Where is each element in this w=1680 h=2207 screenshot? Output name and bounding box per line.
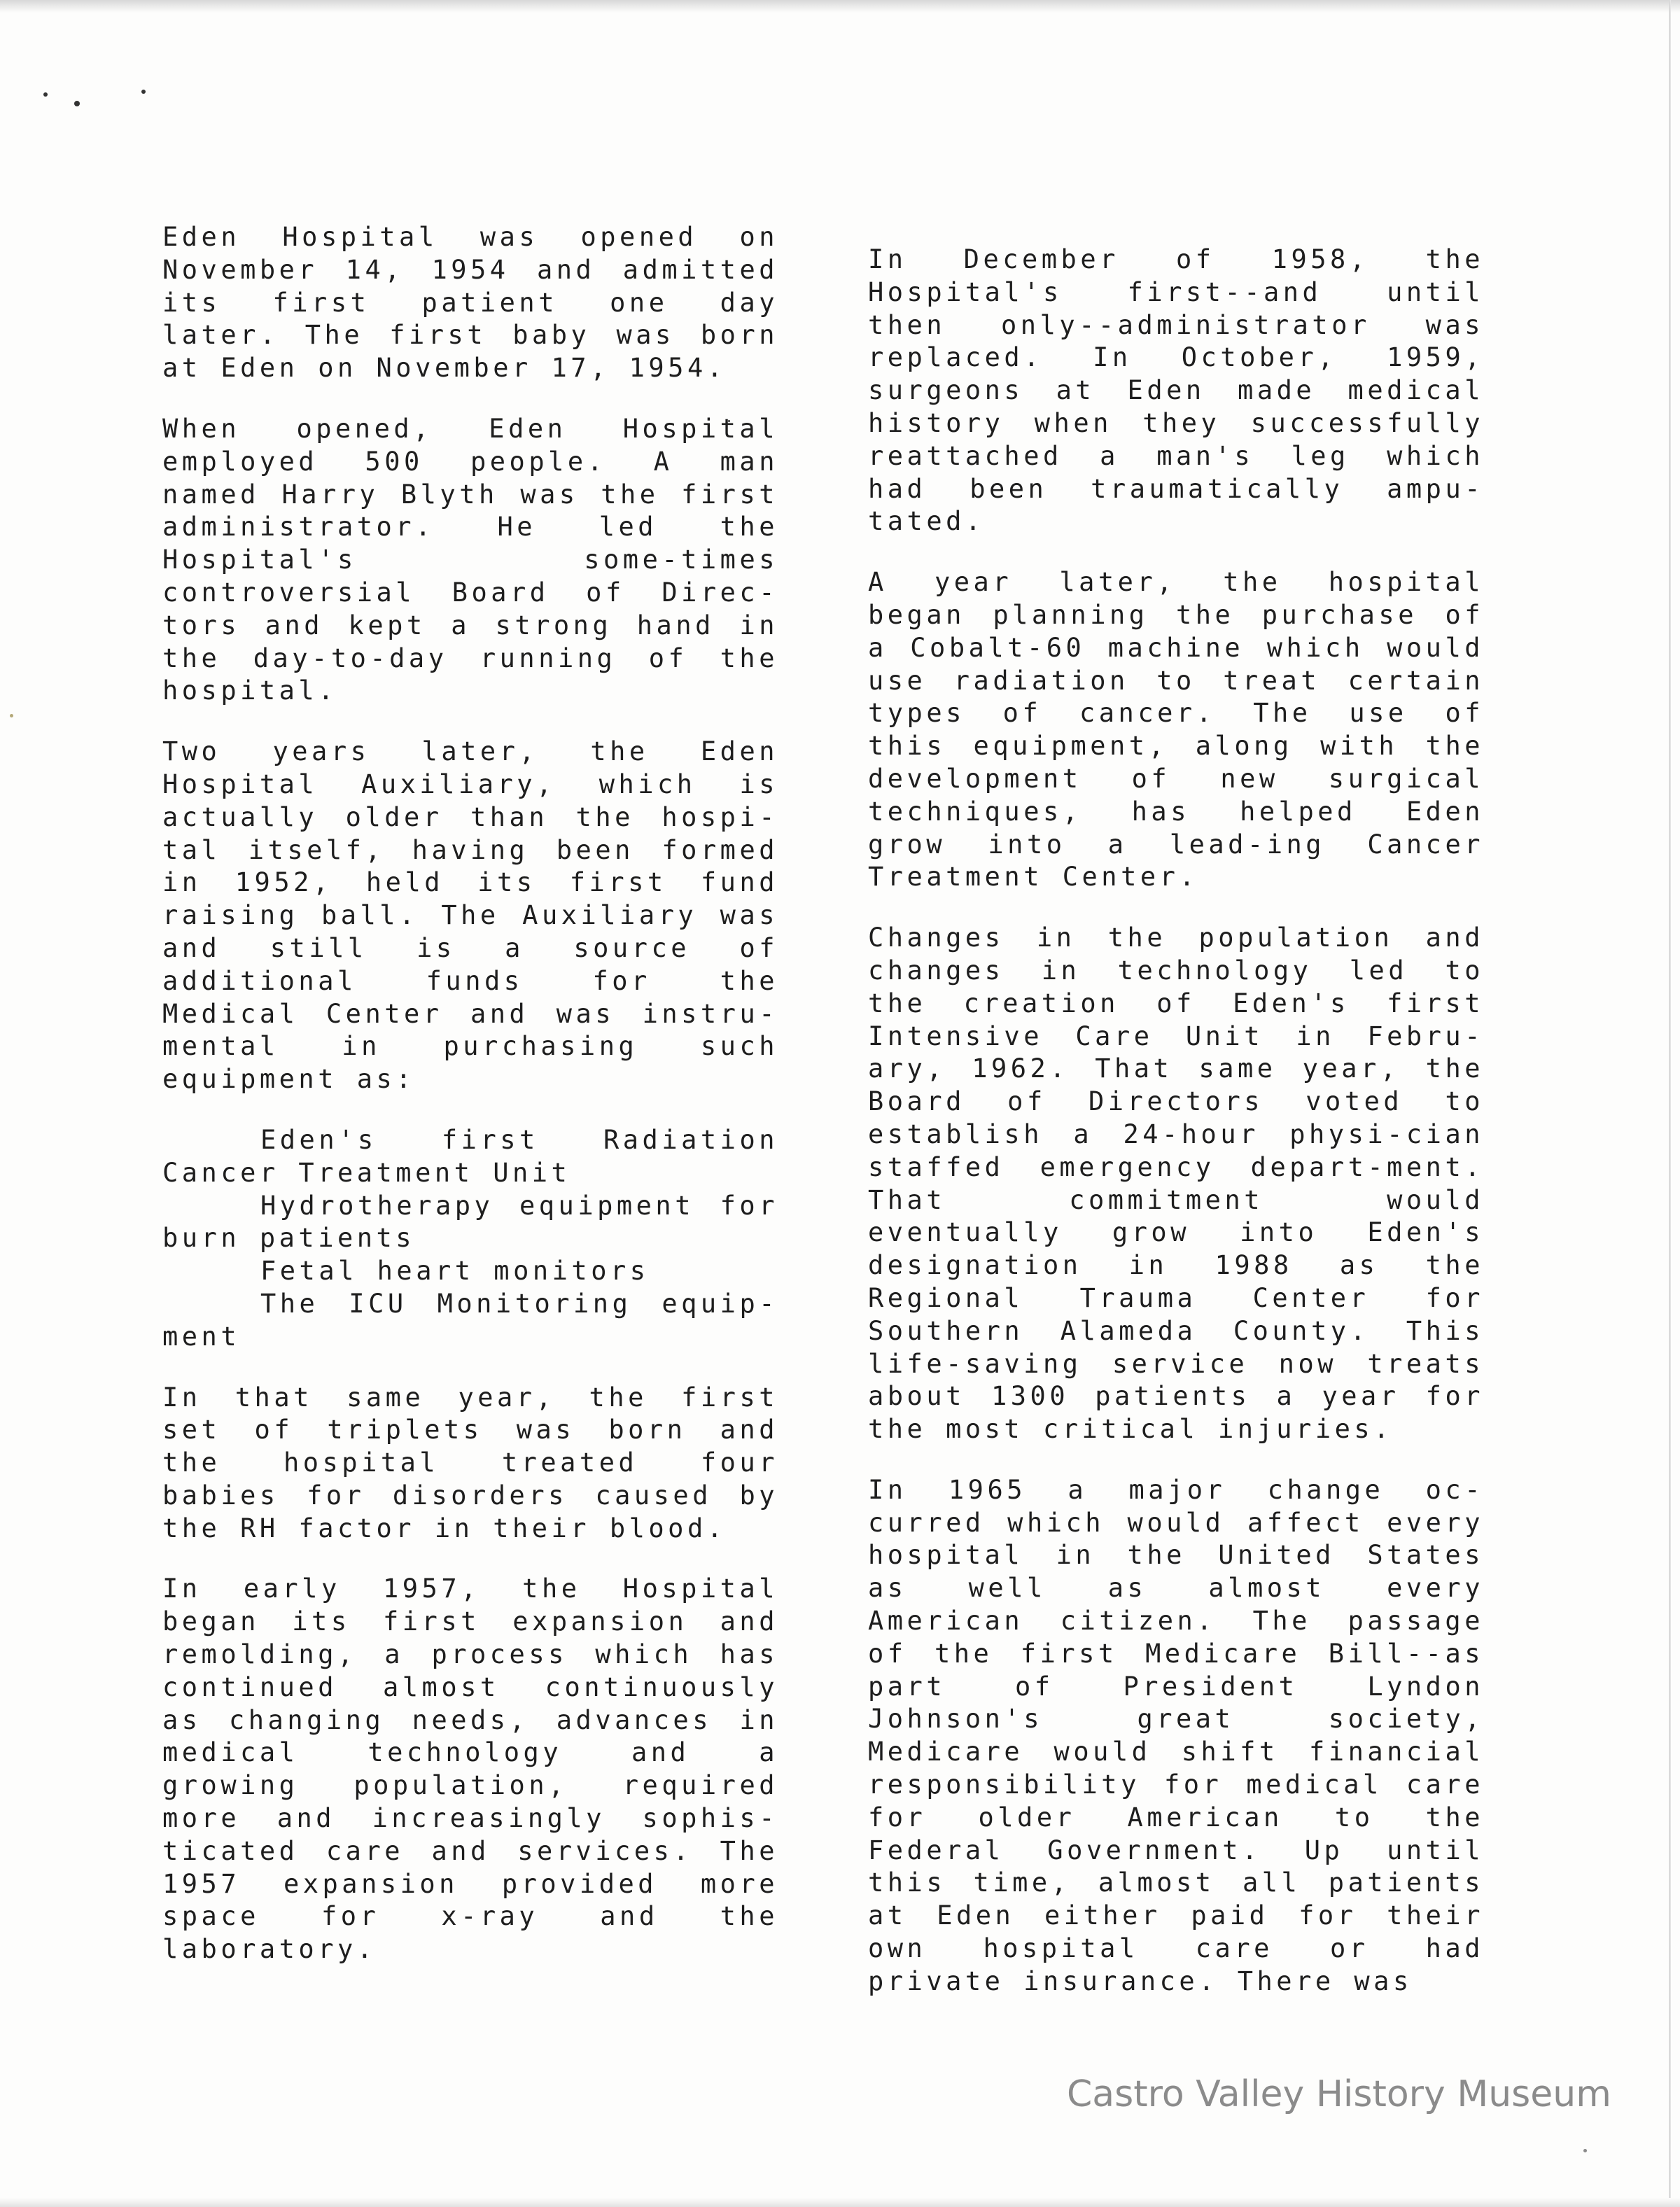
- paragraph-1958-1959: In December of 1958, the Hospital's first--and until then only--administrator was replaced. In October, 1959, surgeons at Eden made medical history when they successfully reattached a man's leg which had been traumatically ampu-tated.: [868, 244, 1484, 537]
- scan-speck: [1583, 2149, 1587, 2152]
- list-item: Fetal heart monitors: [260, 1256, 650, 1287]
- museum-watermark: Castro Valley History Museum: [1067, 2073, 1611, 2115]
- paragraph-intensive-care: Changes in the population and changes in technology led to the creation of Eden's first Intensive Care Unit in Febru-ary, 1962. That same year, the Board of Directors voted to establish a 24-hour physi-cian staffed emergency depart-ment. That commitment would eventually grow into Eden's designation in 1988 as the Regional Trauma Center for Southern Alameda County. This life-saving service now treats about 1300 patients a year for the most critical injuries.: [868, 923, 1484, 1445]
- paragraph-triplets: In that same year, the first set of triplets was born and the hospital treated four babies for disorders caused by the RH factor in their blood.: [162, 1382, 778, 1543]
- equipment-list: [162, 1124, 778, 1354]
- scan-speck: [74, 101, 80, 106]
- scan-speck: [10, 714, 13, 717]
- scan-speck: [141, 90, 146, 94]
- list-item: The ICU Monitoring equip-ment: [162, 1288, 778, 1352]
- paragraph-first-administrator: When opened, Eden Hospital employed 500 people. A man named Harry Blyth was the first administrator. He led the Hospital's some-times controversial Board of Direc-tors and kept a strong hand in the day-to-day running of the hospital.: [162, 413, 778, 706]
- list-item: Eden's first Radiation Cancer Treatment Unit: [162, 1124, 778, 1188]
- paragraph-1957-expansion: In early 1957, the Hospital began its first expansion and remolding, a process which has continued almost continuously as changing needs, advances in medical technology and a growing population, required more and increasingly sophis-ticated care and services. The 1957 expansion provided more space for x-ray and the laboratory.: [162, 1574, 778, 1965]
- paragraph-medicare: In 1965 a major change oc-curred which would affect every hospital in the United States as well as almost every American citizen. The passage of the first Medicare Bill--as part of President Lyndon Johnson's great society, Medicare would shift financial responsibility for medical care for older American to the Federal Government. Up until this time, almost all patients at Eden either paid for their own hospital care or had private insurance. There was: [868, 1474, 1484, 1996]
- paragraph-auxiliary: Two years later, the Eden Hospital Auxiliary, which is actually older than the hospi-tal itself, having been formed in 1952, held its first fund raising ball. The Auxiliary was and still is a source of additional funds for the Medical Center and was instru-mental in purchasing such equipment as:: [162, 736, 778, 1095]
- list-item: Hydrotherapy equipment for burn patients: [162, 1190, 778, 1254]
- left-column: [162, 221, 778, 1994]
- scan-bottom-edge: [0, 2198, 1680, 2207]
- paragraph-hospital-opening: Eden Hospital was opened on November 14, 1954 and admitted its first patient one day later. The first baby was born at Eden on November 17, 1954.: [162, 222, 778, 384]
- paragraph-cobalt-60: A year later, the hospital began planning the purchase of a Cobalt-60 machine which would use radiation to treat certain types of cancer. The use of this equipment, along with the development of new surgical techniques, has helped Eden grow into a lead-ing Cancer Treatment Center.: [868, 567, 1484, 892]
- scan-top-edge: [0, 0, 1680, 13]
- right-column: [868, 244, 1484, 2026]
- scan-speck: [43, 92, 48, 97]
- scan-right-edge: [1669, 0, 1671, 2207]
